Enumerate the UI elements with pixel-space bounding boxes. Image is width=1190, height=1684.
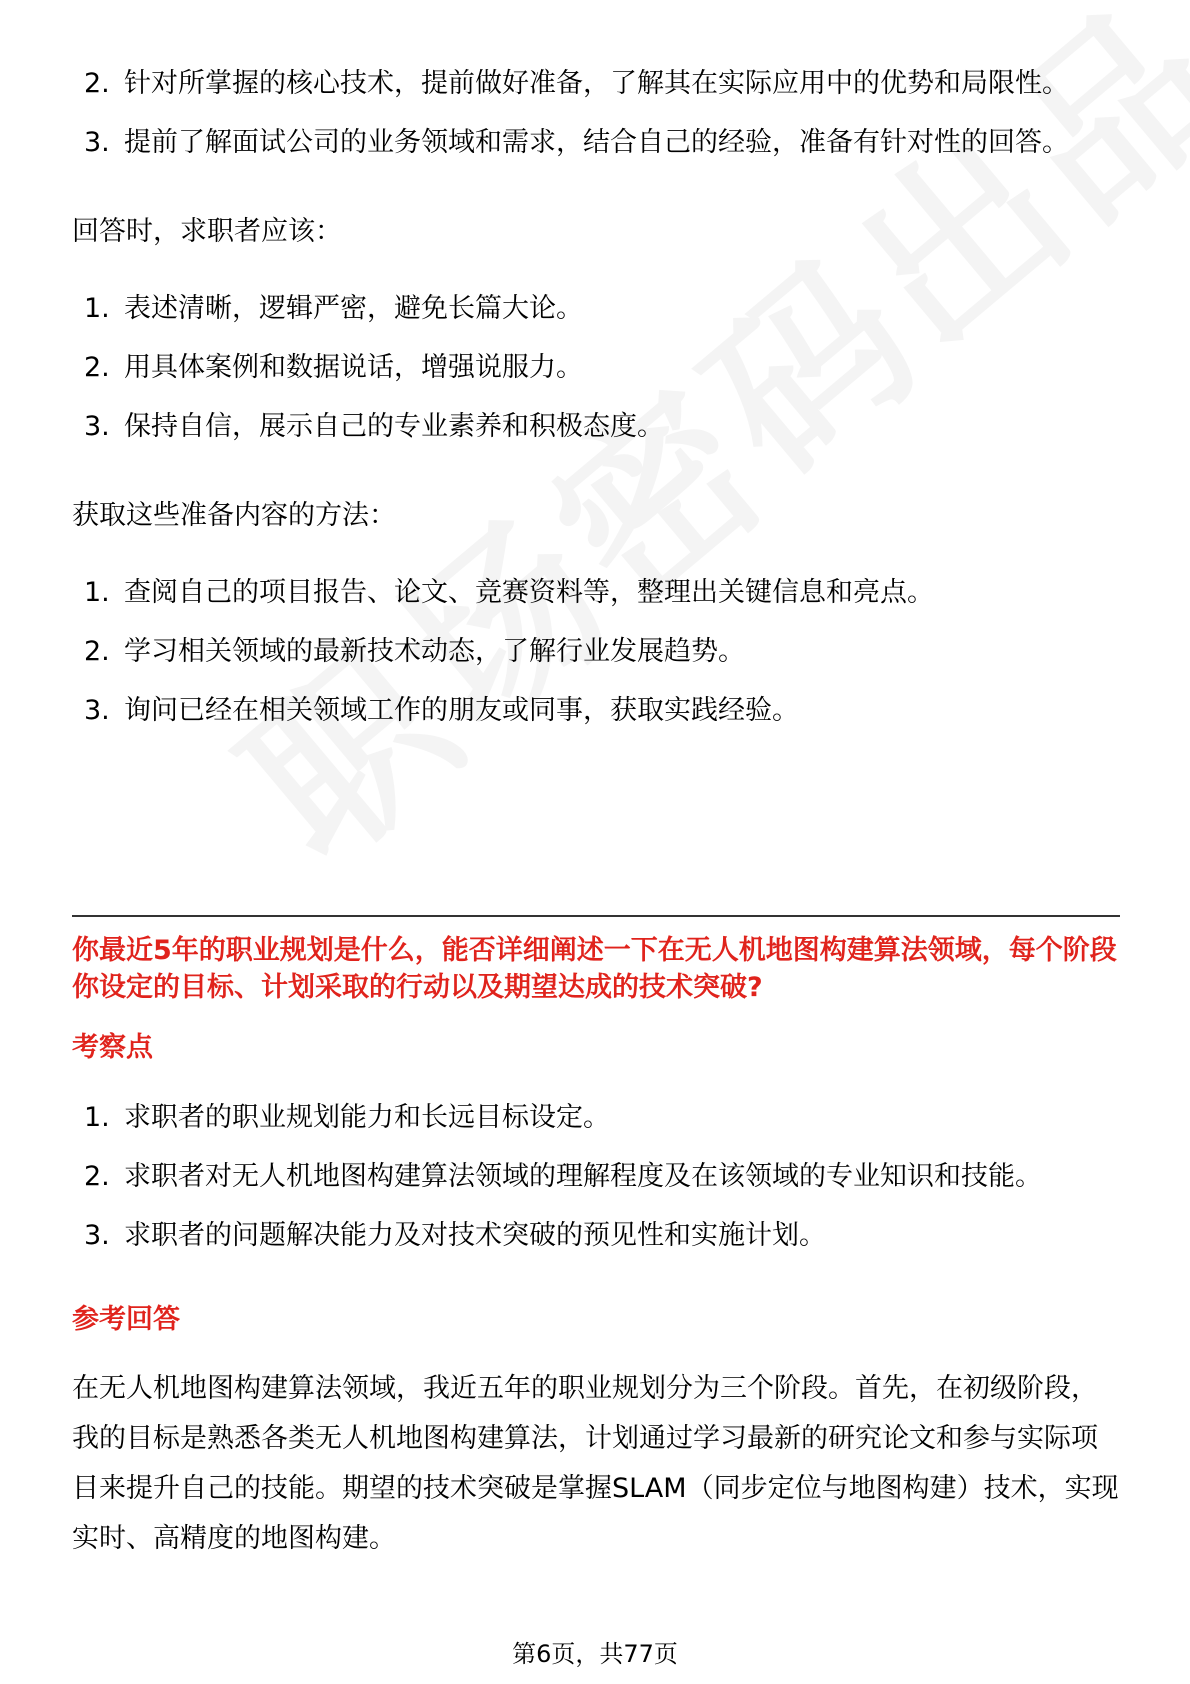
- method-intro: 获取这些准备内容的方法：: [72, 500, 396, 531]
- list-number: 1.: [84, 1102, 110, 1133]
- reference-answer: 在无人机地图构建算法领域，我近五年的职业规划分为三个阶段。首先，在初级阶段，我的目标是熟悉各类无人机地图构建算法，计划通过学习最新的研究论文和参与实际项目来提升自己的技能。期望的技术突破是掌握SLAM（同步定位与地图构建）技术，实现实时、高精度的地图构建。: [72, 1373, 1119, 1554]
- list-item: [72, 622, 1120, 681]
- list-text: 询问已经在相关领域工作的朋友或同事，获取实践经验。: [124, 695, 799, 726]
- list-item: [72, 279, 1120, 338]
- list-number: 2.: [84, 636, 110, 667]
- kaocha-list: [72, 1088, 1120, 1265]
- intro-list: [72, 54, 1120, 172]
- section-divider: [72, 915, 1120, 917]
- method-list: [72, 563, 1120, 740]
- answer-intro: 回答时，求职者应该：: [72, 216, 342, 247]
- list-text: 求职者的职业规划能力和长远目标设定。: [124, 1102, 610, 1133]
- list-text: 学习相关领域的最新技术动态，了解行业发展趋势。: [124, 636, 745, 667]
- question-detail: [72, 1025, 1120, 1564]
- list-text: 求职者对无人机地图构建算法领域的理解程度及在该领域的专业知识和技能。: [124, 1161, 1042, 1192]
- reference-title: 参考回答: [72, 1304, 180, 1335]
- question-heading: 你最近5年的职业规划是什么，能否详细阐述一下在无人机地图构建算法领域，每个阶段你设定的目标、计划采取的行动以及期望达成的技术突破?: [72, 935, 1117, 1003]
- list-number: 2.: [84, 1161, 110, 1192]
- list-item: [72, 563, 1120, 622]
- list-item: [72, 1147, 1120, 1206]
- list-text: 查阅自己的项目报告、论文、竞赛资料等，整理出关键信息和亮点。: [124, 577, 934, 608]
- kaocha-title: 考察点: [72, 1032, 153, 1063]
- list-number: 3.: [84, 411, 110, 442]
- document-top-content: [72, 54, 1120, 740]
- list-item: [72, 397, 1120, 456]
- list-item: [72, 54, 1120, 113]
- list-number: 2.: [84, 68, 110, 99]
- list-text: 求职者的问题解决能力及对技术突破的预见性和实施计划。: [124, 1220, 826, 1251]
- list-item: [72, 113, 1120, 172]
- list-item: [72, 1206, 1120, 1265]
- list-number: 3.: [84, 127, 110, 158]
- list-number: 3.: [84, 1220, 110, 1251]
- list-item: [72, 1088, 1120, 1147]
- list-item: [72, 681, 1120, 740]
- list-number: 1.: [84, 293, 110, 324]
- list-text: 表述清晰，逻辑严密，避免长篇大论。: [124, 293, 583, 324]
- list-number: 1.: [84, 577, 110, 608]
- list-text: 提前了解面试公司的业务领域和需求，结合自己的经验，准备有针对性的回答。: [124, 127, 1069, 158]
- list-number: 2.: [84, 352, 110, 383]
- list-text: 用具体案例和数据说话，增强说服力。: [124, 352, 583, 383]
- page-footer: 第6页，共77页: [512, 1640, 678, 1668]
- list-number: 3.: [84, 695, 110, 726]
- list-text: 针对所掌握的核心技术，提前做好准备，了解其在实际应用中的优势和局限性。: [124, 68, 1069, 99]
- list-item: [72, 338, 1120, 397]
- answer-list: [72, 279, 1120, 456]
- list-text: 保持自信，展示自己的专业素养和积极态度。: [124, 411, 664, 442]
